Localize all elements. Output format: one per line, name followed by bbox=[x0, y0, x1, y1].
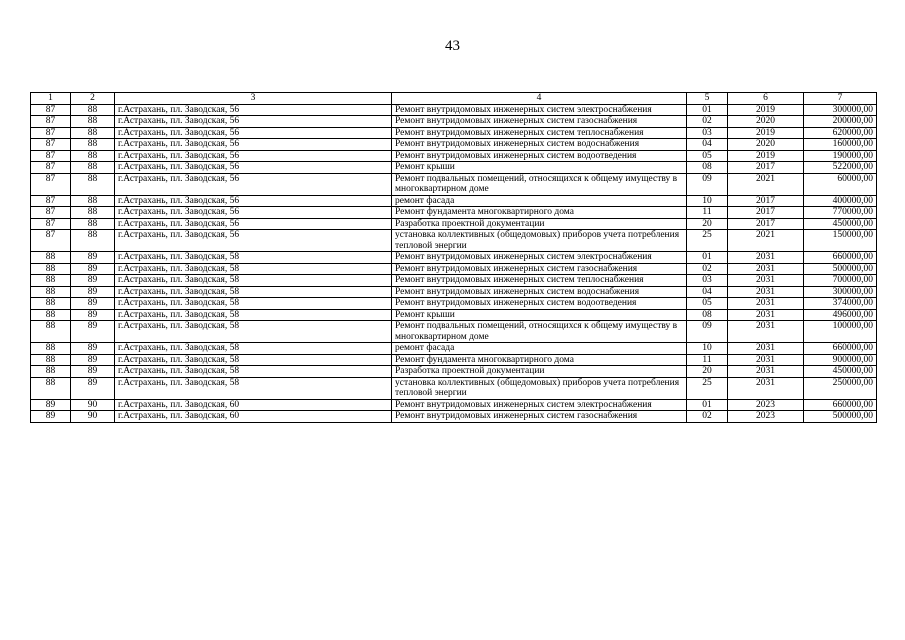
cell-row-number: 88 bbox=[31, 309, 71, 321]
cell-address: г.Астрахань, пл. Заводская, 58 bbox=[115, 354, 392, 366]
cell-work-type: Ремонт внутридомовых инженерных систем теплоснабжения bbox=[392, 275, 687, 287]
cell-year: 2031 bbox=[728, 343, 804, 355]
column-header-4: 4 bbox=[392, 93, 687, 105]
column-header-7: 7 bbox=[804, 93, 877, 105]
cell-row-number: 87 bbox=[31, 173, 71, 195]
table-row bbox=[31, 218, 877, 230]
cell-work-code: 03 bbox=[687, 275, 728, 287]
cell-row-number: 88 bbox=[31, 377, 71, 399]
cell-cost: 500000,00 bbox=[804, 263, 877, 275]
cell-house-number: 89 bbox=[71, 321, 115, 343]
cell-cost: 620000,00 bbox=[804, 127, 877, 139]
cell-row-number: 88 bbox=[31, 321, 71, 343]
cell-address: г.Астрахань, пл. Заводская, 58 bbox=[115, 366, 392, 378]
cell-cost: 374000,00 bbox=[804, 298, 877, 310]
cell-cost: 450000,00 bbox=[804, 218, 877, 230]
cell-row-number: 87 bbox=[31, 162, 71, 174]
cell-cost: 496000,00 bbox=[804, 309, 877, 321]
cell-house-number: 88 bbox=[71, 150, 115, 162]
cell-house-number: 89 bbox=[71, 298, 115, 310]
cell-year: 2017 bbox=[728, 218, 804, 230]
cell-year: 2023 bbox=[728, 411, 804, 423]
cell-house-number: 89 bbox=[71, 286, 115, 298]
cell-year: 2019 bbox=[728, 104, 804, 116]
cell-year: 2023 bbox=[728, 399, 804, 411]
table-row bbox=[31, 298, 877, 310]
table-row bbox=[31, 354, 877, 366]
cell-work-code: 04 bbox=[687, 286, 728, 298]
cell-year: 2017 bbox=[728, 162, 804, 174]
cell-house-number: 90 bbox=[71, 411, 115, 423]
cell-row-number: 87 bbox=[31, 150, 71, 162]
cell-year: 2031 bbox=[728, 298, 804, 310]
cell-row-number: 88 bbox=[31, 286, 71, 298]
cell-house-number: 88 bbox=[71, 218, 115, 230]
cell-work-code: 04 bbox=[687, 139, 728, 151]
cell-work-code: 05 bbox=[687, 150, 728, 162]
cell-house-number: 88 bbox=[71, 104, 115, 116]
cell-work-code: 08 bbox=[687, 309, 728, 321]
cell-year: 2020 bbox=[728, 116, 804, 128]
cell-work-code: 10 bbox=[687, 195, 728, 207]
cell-row-number: 88 bbox=[31, 343, 71, 355]
cell-house-number: 89 bbox=[71, 252, 115, 264]
cell-cost: 450000,00 bbox=[804, 366, 877, 378]
table-row bbox=[31, 321, 877, 343]
cell-house-number: 89 bbox=[71, 354, 115, 366]
cell-row-number: 87 bbox=[31, 218, 71, 230]
cell-work-type: Ремонт крыши bbox=[392, 162, 687, 174]
cell-house-number: 88 bbox=[71, 139, 115, 151]
cell-year: 2031 bbox=[728, 309, 804, 321]
cell-address: г.Астрахань, пл. Заводская, 60 bbox=[115, 399, 392, 411]
cell-year: 2017 bbox=[728, 195, 804, 207]
cell-work-type: Ремонт внутридомовых инженерных систем газоснабжения bbox=[392, 116, 687, 128]
cell-work-type: Ремонт внутридомовых инженерных систем электроснабжения bbox=[392, 252, 687, 264]
cell-row-number: 89 bbox=[31, 411, 71, 423]
page-number: 43 bbox=[445, 38, 460, 54]
cell-work-code: 02 bbox=[687, 263, 728, 275]
cell-work-type: Ремонт внутридомовых инженерных систем газоснабжения bbox=[392, 263, 687, 275]
cell-address: г.Астрахань, пл. Заводская, 56 bbox=[115, 218, 392, 230]
table-row bbox=[31, 263, 877, 275]
cell-row-number: 87 bbox=[31, 104, 71, 116]
table-row bbox=[31, 173, 877, 195]
cell-work-code: 01 bbox=[687, 252, 728, 264]
cell-work-code: 09 bbox=[687, 173, 728, 195]
table-row bbox=[31, 377, 877, 399]
cell-row-number: 88 bbox=[31, 263, 71, 275]
cell-work-code: 09 bbox=[687, 321, 728, 343]
cell-work-code: 02 bbox=[687, 116, 728, 128]
table-row bbox=[31, 139, 877, 151]
table-row bbox=[31, 343, 877, 355]
cell-house-number: 89 bbox=[71, 275, 115, 287]
table-row bbox=[31, 116, 877, 128]
cell-work-type: установка коллективных (общедомовых) приборов учета потребления тепловой энергии bbox=[392, 377, 687, 399]
cell-address: г.Астрахань, пл. Заводская, 56 bbox=[115, 207, 392, 219]
cell-row-number: 88 bbox=[31, 354, 71, 366]
cell-work-type: Ремонт фундамента многоквартирного дома bbox=[392, 354, 687, 366]
cell-house-number: 89 bbox=[71, 366, 115, 378]
cell-year: 2031 bbox=[728, 286, 804, 298]
cell-year: 2031 bbox=[728, 321, 804, 343]
table-row bbox=[31, 195, 877, 207]
cell-work-type: ремонт фасада bbox=[392, 195, 687, 207]
column-header-6: 6 bbox=[728, 93, 804, 105]
table-row bbox=[31, 366, 877, 378]
cell-work-code: 25 bbox=[687, 230, 728, 252]
cell-cost: 100000,00 bbox=[804, 321, 877, 343]
cell-row-number: 88 bbox=[31, 298, 71, 310]
cell-work-code: 08 bbox=[687, 162, 728, 174]
cell-work-type: Ремонт внутридомовых инженерных систем газоснабжения bbox=[392, 411, 687, 423]
table-row bbox=[31, 309, 877, 321]
table-row bbox=[31, 252, 877, 264]
cell-work-type: Ремонт внутридомовых инженерных систем электроснабжения bbox=[392, 399, 687, 411]
column-header-1: 1 bbox=[31, 93, 71, 105]
cell-cost: 250000,00 bbox=[804, 377, 877, 399]
works-table bbox=[30, 92, 877, 423]
cell-work-type: Ремонт подвальных помещений, относящихся к общему имуществу в многоквартирном доме bbox=[392, 321, 687, 343]
cell-house-number: 88 bbox=[71, 162, 115, 174]
cell-work-code: 11 bbox=[687, 354, 728, 366]
cell-year: 2021 bbox=[728, 230, 804, 252]
cell-address: г.Астрахань, пл. Заводская, 60 bbox=[115, 411, 392, 423]
cell-address: г.Астрахань, пл. Заводская, 58 bbox=[115, 263, 392, 275]
cell-cost: 200000,00 bbox=[804, 116, 877, 128]
cell-address: г.Астрахань, пл. Заводская, 56 bbox=[115, 104, 392, 116]
cell-address: г.Астрахань, пл. Заводская, 58 bbox=[115, 309, 392, 321]
table-row bbox=[31, 127, 877, 139]
cell-work-type: Разработка проектной документации bbox=[392, 366, 687, 378]
cell-cost: 660000,00 bbox=[804, 343, 877, 355]
table-row bbox=[31, 104, 877, 116]
cell-work-type: Ремонт внутридомовых инженерных систем водоснабжения bbox=[392, 286, 687, 298]
cell-cost: 150000,00 bbox=[804, 230, 877, 252]
column-header-3: 3 bbox=[115, 93, 392, 105]
cell-address: г.Астрахань, пл. Заводская, 56 bbox=[115, 127, 392, 139]
cell-cost: 900000,00 bbox=[804, 354, 877, 366]
cell-row-number: 87 bbox=[31, 139, 71, 151]
cell-year: 2031 bbox=[728, 263, 804, 275]
table-row bbox=[31, 207, 877, 219]
column-header-5: 5 bbox=[687, 93, 728, 105]
cell-cost: 522000,00 bbox=[804, 162, 877, 174]
cell-year: 2031 bbox=[728, 377, 804, 399]
table-row bbox=[31, 150, 877, 162]
cell-cost: 660000,00 bbox=[804, 252, 877, 264]
cell-year: 2019 bbox=[728, 127, 804, 139]
cell-address: г.Астрахань, пл. Заводская, 56 bbox=[115, 150, 392, 162]
cell-work-code: 20 bbox=[687, 366, 728, 378]
cell-cost: 300000,00 bbox=[804, 104, 877, 116]
cell-work-type: Ремонт внутридомовых инженерных систем электроснабжения bbox=[392, 104, 687, 116]
table-row bbox=[31, 230, 877, 252]
cell-row-number: 88 bbox=[31, 366, 71, 378]
cell-address: г.Астрахань, пл. Заводская, 56 bbox=[115, 230, 392, 252]
cell-work-code: 01 bbox=[687, 399, 728, 411]
cell-house-number: 89 bbox=[71, 343, 115, 355]
cell-work-type: Ремонт внутридомовых инженерных систем водоснабжения bbox=[392, 139, 687, 151]
cell-address: г.Астрахань, пл. Заводская, 58 bbox=[115, 252, 392, 264]
cell-work-type: Ремонт внутридомовых инженерных систем водоотведения bbox=[392, 150, 687, 162]
cell-cost: 60000,00 bbox=[804, 173, 877, 195]
cell-address: г.Астрахань, пл. Заводская, 58 bbox=[115, 286, 392, 298]
cell-cost: 160000,00 bbox=[804, 139, 877, 151]
cell-house-number: 89 bbox=[71, 377, 115, 399]
cell-house-number: 88 bbox=[71, 230, 115, 252]
cell-cost: 660000,00 bbox=[804, 399, 877, 411]
cell-address: г.Астрахань, пл. Заводская, 56 bbox=[115, 116, 392, 128]
cell-house-number: 88 bbox=[71, 116, 115, 128]
cell-work-code: 01 bbox=[687, 104, 728, 116]
cell-year: 2031 bbox=[728, 354, 804, 366]
cell-address: г.Астрахань, пл. Заводская, 56 bbox=[115, 195, 392, 207]
cell-work-code: 03 bbox=[687, 127, 728, 139]
cell-work-type: ремонт фасада bbox=[392, 343, 687, 355]
cell-address: г.Астрахань, пл. Заводская, 58 bbox=[115, 275, 392, 287]
cell-row-number: 87 bbox=[31, 230, 71, 252]
cell-cost: 300000,00 bbox=[804, 286, 877, 298]
cell-address: г.Астрахань, пл. Заводская, 56 bbox=[115, 173, 392, 195]
cell-row-number: 87 bbox=[31, 207, 71, 219]
cell-address: г.Астрахань, пл. Заводская, 58 bbox=[115, 321, 392, 343]
cell-cost: 190000,00 bbox=[804, 150, 877, 162]
table-row bbox=[31, 275, 877, 287]
cell-house-number: 89 bbox=[71, 309, 115, 321]
cell-address: г.Астрахань, пл. Заводская, 56 bbox=[115, 139, 392, 151]
table-row bbox=[31, 399, 877, 411]
cell-work-code: 11 bbox=[687, 207, 728, 219]
cell-row-number: 87 bbox=[31, 127, 71, 139]
cell-address: г.Астрахань, пл. Заводская, 58 bbox=[115, 343, 392, 355]
cell-address: г.Астрахань, пл. Заводская, 58 bbox=[115, 298, 392, 310]
cell-work-type: Ремонт подвальных помещений, относящихся к общему имуществу в многоквартирном доме bbox=[392, 173, 687, 195]
cell-cost: 770000,00 bbox=[804, 207, 877, 219]
cell-year: 2017 bbox=[728, 207, 804, 219]
cell-work-code: 05 bbox=[687, 298, 728, 310]
cell-year: 2019 bbox=[728, 150, 804, 162]
cell-row-number: 87 bbox=[31, 116, 71, 128]
table-row bbox=[31, 162, 877, 174]
cell-row-number: 88 bbox=[31, 275, 71, 287]
cell-row-number: 89 bbox=[31, 399, 71, 411]
cell-house-number: 90 bbox=[71, 399, 115, 411]
cell-work-type: Разработка проектной документации bbox=[392, 218, 687, 230]
cell-address: г.Астрахань, пл. Заводская, 58 bbox=[115, 377, 392, 399]
cell-work-type: Ремонт фундамента многоквартирного дома bbox=[392, 207, 687, 219]
cell-cost: 500000,00 bbox=[804, 411, 877, 423]
table-body bbox=[31, 104, 877, 422]
cell-house-number: 88 bbox=[71, 195, 115, 207]
cell-row-number: 88 bbox=[31, 252, 71, 264]
table-row bbox=[31, 286, 877, 298]
cell-house-number: 89 bbox=[71, 263, 115, 275]
cell-work-code: 02 bbox=[687, 411, 728, 423]
cell-house-number: 88 bbox=[71, 207, 115, 219]
cell-work-type: Ремонт внутридомовых инженерных систем теплоснабжения bbox=[392, 127, 687, 139]
table-header-row bbox=[31, 93, 877, 105]
cell-work-type: Ремонт внутридомовых инженерных систем водоотведения bbox=[392, 298, 687, 310]
cell-work-code: 20 bbox=[687, 218, 728, 230]
cell-year: 2031 bbox=[728, 252, 804, 264]
cell-year: 2021 bbox=[728, 173, 804, 195]
cell-house-number: 88 bbox=[71, 127, 115, 139]
cell-house-number: 88 bbox=[71, 173, 115, 195]
cell-work-type: Ремонт крыши bbox=[392, 309, 687, 321]
column-header-2: 2 bbox=[71, 93, 115, 105]
cell-row-number: 87 bbox=[31, 195, 71, 207]
cell-cost: 700000,00 bbox=[804, 275, 877, 287]
cell-cost: 400000,00 bbox=[804, 195, 877, 207]
cell-work-code: 10 bbox=[687, 343, 728, 355]
table-row bbox=[31, 411, 877, 423]
cell-year: 2031 bbox=[728, 366, 804, 378]
cell-work-code: 25 bbox=[687, 377, 728, 399]
cell-work-type: установка коллективных (общедомовых) приборов учета потребления тепловой энергии bbox=[392, 230, 687, 252]
cell-year: 2020 bbox=[728, 139, 804, 151]
cell-year: 2031 bbox=[728, 275, 804, 287]
cell-address: г.Астрахань, пл. Заводская, 56 bbox=[115, 162, 392, 174]
